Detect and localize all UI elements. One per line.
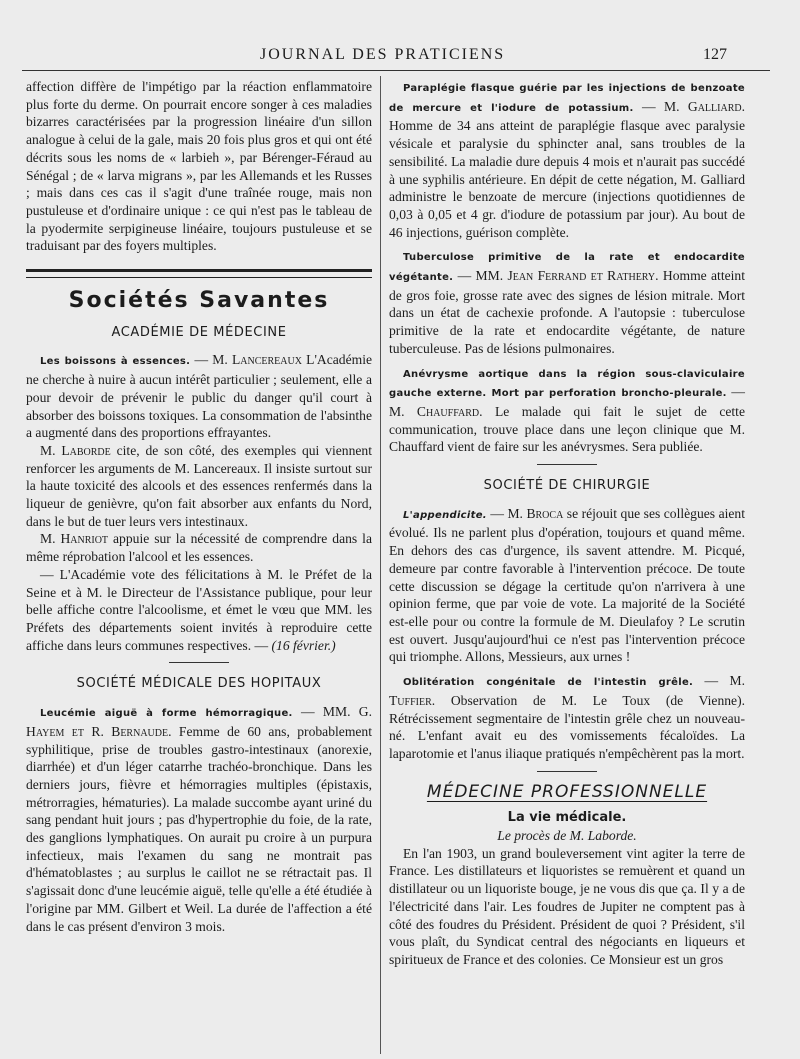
section-rule [26, 269, 372, 278]
proces-subheading: Le procès de M. Laborde. [497, 828, 637, 844]
paraplegie-paragraph: Paraplégie flasque guérie par les injections de benzoate de mercure et l'iodure de potassium. — M. Galliard. Homme de 34 ans atteint de paraplégie flasque avec paralysie vésicale et paralysie du sphincter anal, sans troubles de la sensibilité. La maladie dure depuis 4 mois et n'aurait pas succédé à une syphilis antérieure. En dépit de cette négation, M. Galliard administre le benzoate de mercure (injections quotidiennes de 0,03 à 0,05 et 4 gr. d'iodure de potassium par jour). Au bout de 46 injections, guérison complète. [389, 83, 745, 240]
societes-savantes-title: Sociétés Savantes [68, 288, 330, 314]
vie-medicale-heading: La vie médicale. [507, 810, 627, 826]
paragraph-text: — L'Académie vote des félicitations à M. le Préfet de la Seine et à M. le Directeur de l'Assistance publique, pour leur belle affiche contre l'alcoolisme, et émet le vœu que MM. les Préfets des départements soient invités à reproduire cette affiche dans leurs communes respectives. — [26, 566, 372, 653]
runin-title: Paraplégie flasque guérie par les injections de benzoate de mercure et l'iodure de potassium. [389, 83, 745, 114]
author-name: MM. G. Hayem et R. Bernaude. [26, 704, 373, 739]
runin-title: Oblitération congénitale de l'intestin grêle. [403, 677, 694, 689]
right-column [389, 78, 745, 969]
runin-title: Anévrysme aortique dans la région sous-claviculaire gauche externe. Mort par perforation broncho-pleurale. [389, 368, 745, 400]
column-divider [380, 76, 381, 1054]
short-rule [537, 464, 597, 465]
author-name: M. Laborde [40, 442, 111, 458]
vie-medicale-paragraph: En l'an 1903, un grand bouleversement vint agiter la terre de France. Les distillateurs et liquoristes se remuèrent et quand un distillateur ou un liquoriste bouge, je ne vous dis que ça. Il y a de l'électricité dans l'air. Les foudres de Jupiter ne comptent pas à côté des foudres du Président. Président de quoi ? Président, s'il vous plaît, du Syndicat central des négociants en liqueurs et spiritueux de France et des colonies. Ce Monsieur est un gros [389, 845, 745, 967]
paragraph-text: Le malade qui fait le sujet de cette communication, trouve place dans une leçon clinique que M. Chauffard vient de faire sur les anévrysmes. Sera publiée. [389, 403, 745, 455]
academie-paragraph-4 [26, 566, 372, 655]
paragraph-text: cite, de son côté, des exemples qui viennent renforcer les arguments de M. Lancereaux. Il insiste surtout sur la haute toxicité des alcools et des essences renfermés dans la liqueur de genièvre, qu'on fait absorber aux enfants du Nord, dans le but de tuer leurs vers intestinaux. [26, 442, 372, 529]
journal-title: JOURNAL DES PRATICIENS [260, 46, 506, 63]
short-rule [537, 771, 597, 772]
hopitaux-heading: SOCIÉTÉ MÉDICALE DES HOPITAUX [76, 676, 322, 692]
short-rule [169, 662, 229, 663]
author-name: M. Lancereaux [212, 352, 302, 368]
author-name: M. Broca [507, 505, 564, 521]
running-header [0, 46, 800, 68]
academie-paragraph-2 [26, 442, 372, 531]
paragraph-pyodermite: affection diffère de l'impétigo par la réaction enflammatoire plus forte du derme. On pourrait encore songer à ces maladies bizarres caractérisées par la progression linéaire d'un sillon analogue à celui de la gale, mais 20 fois plus gros et qui ont été décrits sous les noms de « larbieh », par Bérenger-Féraud au Sénégal ; de « larva migrans », par les Allemands et les Russes ; mais dans ces cas il s'agit d'une traînée rouge, mais non pustuleuse et d'ordinaire unique : ce qui n'est pas le tableau de la pyodermite serpigineuse linéaire, toujours pustuleuse et se traduisant par des foyers multiples. [26, 79, 372, 254]
academie-paragraph-3 [26, 530, 372, 565]
left-column [26, 78, 372, 935]
obliteration-paragraph: Oblitération congénitale de l'intestin grêle. — M. Tuffier. Observation de M. Le Toux (de Vienne). Rétrécissement segmentaire de l'intestin grêle chez un nouveau-né. L'enfant avait eu des vomissements fécaloïdes. La laparotomie et l'anus iliaque pratiqués n'empêchèrent pas la mort. [389, 673, 745, 761]
paragraph-text: Femme de 60 ans, probablement syphilitique, prise de troubles gastro-intestinaux (anorexie, diarrhée) et d'un léger catarrhe trachéo-bronchique. Dans les derniers jours, fièvre et hémorragies multiples (épistaxis, métrorragies, hématuries). La malade succombe ayant uriné du sang pendant huit jours ; pas d'hypertrophie du foie, de la rate, des ganglions lymphatiques. On aurait pu croire à un purpura infectieux, mais l'examen du sang ne montrait pas d'hématoblastes ; au surplus le caillot ne se rétractait pas. Il s'agissait donc d'une leucémie aiguë, telle qu'elle a été étudiée à l'origine par MM. Gilbert et Weil. La durée de l'affection a été dans le cas présent d'environ 3 mois. [26, 723, 372, 934]
author-name: M. Galliard. [664, 98, 745, 114]
author-name: M. Chauffard. [389, 403, 483, 419]
tuberculose-paragraph: Tuberculose primitive de la rate et endocardite végétante. — MM. Jean Ferrand et Rathery. Homme atteint de gros foie, grosse rate avec des signes de lésion mitrale. Mort dans un état de cachexie profonde. A l'autopsie : tuberculose primitive de la rate et endocardite végétante, de nature tuberculeuse. Pas de lésions pulmonaires. [389, 252, 745, 356]
runin-title: Les boissons à essences. [40, 356, 191, 368]
author-name: M. Hanriot [40, 531, 109, 547]
academie-paragraph-1: Les boissons à essences. — M. Lancereaux L'Académie ne cherche à nuire à aucun intérêt particulier ; seulement, elle a pour devoir de prévenir le public du danger qu'il court à absorber des boissons toxiques. La consommation de l'absinthe a augmenté dans des proportions effrayantes. [26, 352, 373, 441]
page-number: 127 [703, 46, 727, 63]
runin-title: Leucémie aiguë à forme hémorragique. [40, 708, 293, 720]
header-rule [22, 70, 770, 71]
session-date: (16 février.) [271, 637, 336, 653]
appendicite-paragraph: L'appendicite. — M. Broca se réjouit que ses collègues aient évolué. Ils ne parlent plus d'opération, toujours et quand même. En dehors des cas d'urgence, ils savent attendre. M. Picqué, demeure par contre favorable à l'intervention précoce. De toute cette discussion se dégage la certitude qu'on n'arrivera à une opinion ferme, que par voie de vote. La majorité de la Société est-elle pour ou contre la formule de M. Dieulafoy ? Le scrutin est ouvert. Jusqu'aujourd'hui ce n'est pas l'intervention précoce qui triomphe. Allons, Messieurs, aux urnes ! [389, 505, 745, 665]
paragraph-text: Observation de M. Le Toux (de Vienne). Rétrécissement segmentaire de l'intestin grêle chez un nouveau-né. L'enfant avait eu des vomissements fécaloïdes. La laparotomie et l'anus iliaque pratiqués n'empêchèrent pas la mort. [389, 692, 745, 761]
anevrysme-paragraph: Anévrysme aortique dans la région sous-claviculaire gauche externe. Mort par perforation broncho-pleurale. — M. Chauffard. Le malade qui fait le sujet de cette communication, trouve place dans une leçon clinique que M. Chauffard vient de faire sur les anévrysmes. Sera publiée. [389, 368, 745, 455]
paragraph-text: L'Académie ne cherche à nuire à aucun intérêt particulier ; seulement, elle a pour devoir de prévenir le public du danger qu'il court à absorber des boissons toxiques. La consommation de l'absinthe a augmenté dans des proportions effrayantes. [26, 352, 373, 441]
paragraph-text: se réjouit que ses collègues aient évolué. Ils ne parlent plus d'opération, toujours et quand même. En dehors des cas d'urgence, ils savent attendre. M. Picqué, demeure par contre favorable à l'intervention précoce. De toute cette discussion se dégage la certitude qu'on n'arrivera à une opinion ferme, que par voie de vote. La majorité de la Société est-elle pour ou contre la formule de M. Dieulafoy ? Le scrutin est ouvert. Jusqu'aujourd'hui ce n'est pas l'intervention précoce qui triomphe. Allons, Messieurs, aux urnes ! [389, 505, 745, 665]
paragraph-text: Homme de 34 ans atteint de paraplégie flasque avec paralysie vésicale et paralysie du sphincter anal, sans troubles de la sensibilité. La maladie dure depuis 4 mois et n'aurait pas succédé à une syphilis antérieure. En dépit de cette négation, M. Galliard administre le benzoate de mercure (injections quotidiennes de 0,03 à 0,05 et 4 gr. d'iodure de potassium par jour). Au bout de 46 injections, guérison complète. [389, 118, 745, 240]
chirurgie-heading: SOCIÉTÉ DE CHIRURGIE [483, 478, 651, 494]
medecine-professionnelle-title: MÉDECINE PROFESSIONNELLE [426, 781, 708, 802]
hopitaux-paragraph: Leucémie aiguë à forme hémorragique. — MM. G. Hayem et R. Bernaude. Femme de 60 ans, probablement syphilitique, prise de troubles gastro-intestinaux (anorexie, diarrhée) et d'un léger catarrhe trachéo-bronchique. Dans les derniers jours, fièvre et hémorragies multiples (épistaxis, métrorragies, hématuries). La malade succombe ayant uriné du sang pendant huit jours ; pas d'hypertrophie du foie, de la rate, des ganglions lymphatiques. On aurait pu croire à un purpura infectieux, mais l'examen du sang ne montrait pas d'hématoblastes ; au surplus le caillot ne se rétractait pas. Il s'agissait donc d'une leucémie aiguë, telle qu'elle a été étudiée à l'origine par MM. Gilbert et Weil. La durée de l'affection a été dans le cas présent d'environ 3 mois. [26, 704, 373, 934]
paragraph-text: Homme atteint de gros foie, grosse rate avec des signes de lésion mitrale. Mort dans un état de cachexie profonde. A l'autopsie : tuberculose primitive de la rate et endocardite végétante, de nature tuberculeuse. Pas de lésions pulmonaires. [389, 268, 745, 356]
academie-heading: ACADÉMIE DE MÉDECINE [111, 324, 287, 340]
paragraph-text: appuie sur la nécessité de comprendre dans la même réprobation l'alcool et les essences. [26, 531, 372, 565]
runin-title: L'appendicite. [403, 509, 487, 521]
author-name: M. Tuffier. [389, 673, 745, 708]
author-name: MM. Jean Ferrand et Rathery. [475, 268, 659, 284]
runin-title: Tuberculose primitive de la rate et endocardite végétante. [389, 252, 745, 284]
